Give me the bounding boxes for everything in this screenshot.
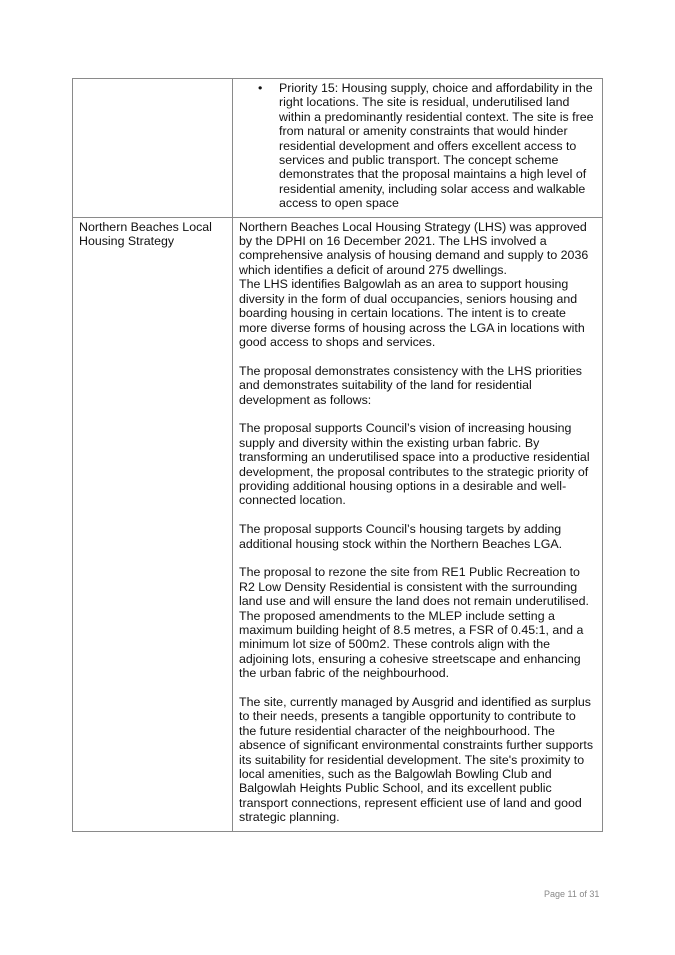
bullet-list (239, 81, 596, 211)
paragraph: The proposal supports Council’s vision of increasing housing supply and diversity within the existing urban fabric. By transforming an underutilised space into a productive residential development, the proposal contributes to the strategic priority of providing additional housing options in a desirable and well-connected location. (239, 421, 590, 508)
paragraph: The LHS identifies Balgowlah as an area to support housing diversity in the form of dual occupancies, seniors housing and boarding housing in certain locations. The intent is to create more diverse forms of housing across the LGA in locations with good access to shops and services. (239, 277, 585, 349)
row-label-cell (73, 79, 233, 218)
paragraph: The site, currently managed by Ausgrid and identified as surplus to their needs, presents a tangible opportunity to contribute to the future residential character of the neighbourhood. The absence of significant environmental constraints further supports its suitability for residential development. The site's proximity to local amenities, such as the Balgowlah Bowling Club and Balgowlah Heights Public School, and its excellent public transport connections, represent efficient use of land and good strategic planning. (239, 694, 594, 825)
bullet-item-priority-15: • Priority 15: Housing supply, choice and affordability in the right locations. The site is residual, underutilised land within a predominantly residential context. The site is free from natural or amenity constraints that would hinder residential development and offers excellent access to services and public transport. The concept scheme demonstrates that the proposal maintains a high level of residential amenity, including solar access and walkable access to open space (279, 81, 596, 211)
row-content-cell (233, 217, 603, 831)
table-row (73, 79, 603, 218)
paragraph: The proposal demonstrates consistency with the LHS priorities and demonstrates suitability of the land for residential development as follows: (239, 363, 582, 407)
page-number: Page 11 of 31 (544, 889, 600, 899)
row-content-cell (233, 79, 603, 218)
paragraph: The proposal supports Council’s housing targets by adding additional housing stock within the Northern Beaches LGA. (239, 522, 563, 551)
paragraph: Northern Beaches Local Housing Strategy (LHS) was approved by the DPHI on 16 December 2021. The LHS involved a comprehensive analysis of housing demand and supply to 2036 which identifies a deficit of around 275 dwellings. (239, 219, 589, 277)
table-row (73, 217, 603, 831)
row-label-cell: Northern Beaches Local Housing Strategy (73, 217, 233, 831)
strategic-consistency-table (72, 78, 603, 832)
paragraph: The proposal to rezone the site from RE1 Public Recreation to R2 Low Density Residential is consistent with the surrounding land use and will ensure the land does not remain underutilised. The proposed amendments to the MLEP include setting a maximum building height of 8.5 metres, a FSR of 0.45:1, and a minimum lot size of 500m2. These controls align with the adjoining lots, ensuring a cohesive streetscape and enhancing the urban fabric of the neighbourhood. (239, 565, 589, 681)
